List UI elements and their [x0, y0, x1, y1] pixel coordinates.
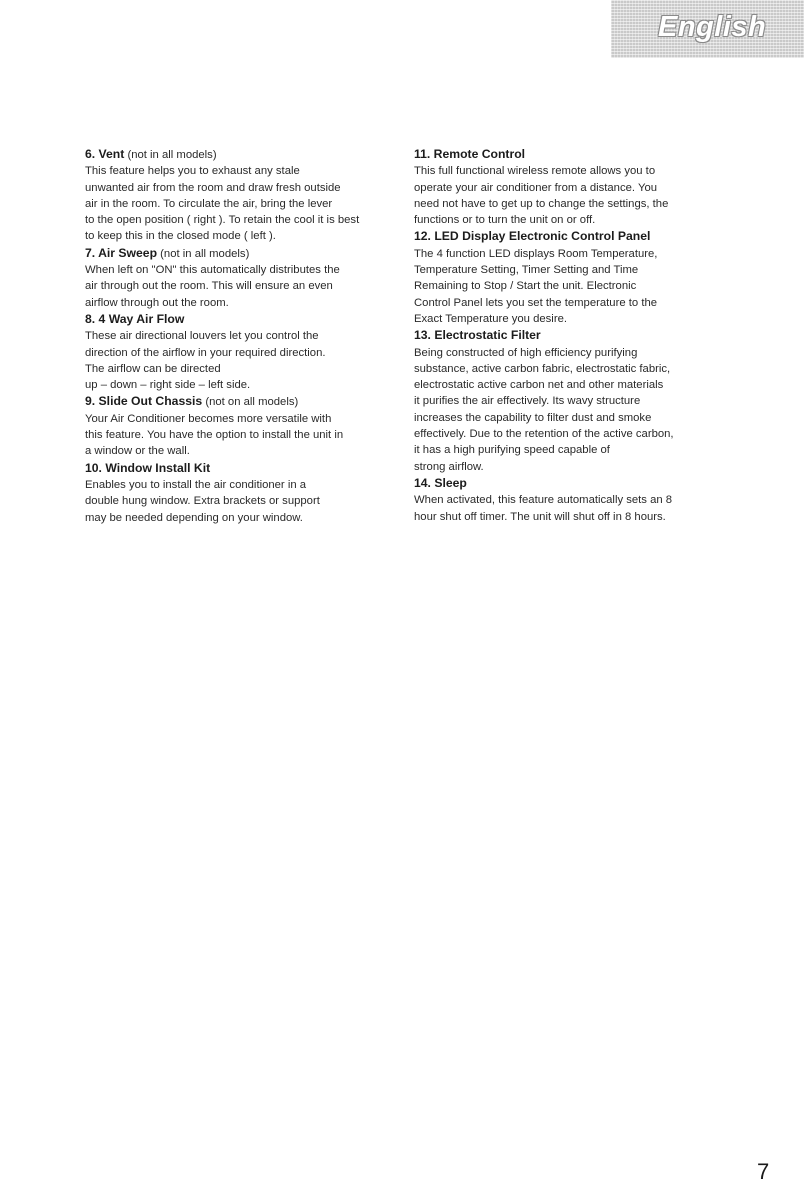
body-line: this feature. You have the option to install the unit in	[85, 429, 344, 442]
language-tab	[611, 0, 804, 58]
section-title: 11. Remote Control	[414, 147, 526, 161]
body-line: direction of the airflow in your required direction.	[85, 346, 326, 359]
section-remote-control	[414, 146, 714, 228]
body-line: strong airflow.	[414, 460, 484, 473]
section-title: 7. Air Sweep	[85, 245, 158, 260]
body-line: Your Air Conditioner becomes more versatile with	[85, 412, 332, 425]
body-line: effectively. Due to the retention of the active carbon,	[414, 428, 674, 441]
right-column	[414, 146, 714, 525]
section-heading	[414, 475, 714, 492]
section-heading	[85, 460, 405, 477]
body-line: This feature helps you to exhaust any stale	[85, 165, 300, 178]
body-line: airflow through out the room.	[85, 296, 229, 309]
section-heading	[85, 311, 405, 328]
section-4-way-air-flow	[85, 311, 405, 393]
section-sleep	[414, 475, 714, 525]
body-line: to the open position ( right ). To retain the cool it is best	[85, 214, 360, 227]
section-led-display	[414, 228, 714, 327]
body-line: Temperature Setting, Timer Setting and Time	[414, 264, 639, 277]
body-line: When activated, this feature automatically sets an 8	[414, 494, 673, 507]
section-heading	[85, 245, 405, 262]
body-line: to keep this in the closed mode ( left ).	[85, 230, 276, 243]
section-window-install-kit	[85, 460, 405, 526]
section-electrostatic-filter	[414, 327, 714, 475]
section-heading	[85, 393, 405, 410]
section-title: 8. 4 Way Air Flow	[85, 311, 185, 326]
body-line: Control Panel lets you set the temperature to the	[414, 296, 658, 309]
section-heading	[85, 146, 405, 163]
section-vent	[85, 146, 405, 245]
language-tab-label: English	[658, 11, 767, 43]
body-line: may be needed depending on your window.	[85, 511, 303, 524]
section-note: (not in all models)	[160, 247, 250, 260]
section-title: 10. Window Install Kit	[85, 460, 211, 475]
body-line: air in the room. To circulate the air, bring the lever	[85, 197, 333, 210]
body-line: air through out the room. This will ensure an even	[85, 280, 333, 293]
body-line: it has a high purifying speed capable of	[414, 444, 610, 457]
body-line: unwanted air from the room and draw fresh outside	[85, 181, 341, 194]
section-heading	[414, 146, 714, 163]
body-line: it purifies the air effectively. Its wavy structure	[414, 395, 641, 408]
body-line: These air directional louvers let you control the	[85, 330, 319, 343]
section-heading	[414, 228, 714, 245]
body-line: Enables you to install the air conditioner in a	[85, 478, 307, 491]
body-line: need not have to get up to change the settings, the	[414, 197, 669, 210]
section-title: 12. LED Display Electronic Control Panel	[414, 229, 651, 244]
body-line: double hung window. Extra brackets or support	[85, 495, 320, 508]
body-line: When left on "ON" this automatically distributes the	[85, 264, 340, 277]
section-note: (not on all models)	[205, 396, 299, 409]
body-line: hour shut off timer. The unit will shut off in 8 hours.	[414, 510, 666, 523]
body-line: up – down – right side – left side.	[85, 379, 251, 392]
body-line: electrostatic active carbon net and other materials	[414, 379, 664, 392]
section-note: (not in all models)	[127, 149, 217, 161]
page-number: 7	[757, 1159, 770, 1184]
body-line: functions or to turn the unit on or off.	[414, 214, 596, 227]
body-line: Exact Temperature you desire.	[414, 312, 568, 325]
section-heading	[414, 327, 714, 344]
left-column	[85, 146, 405, 526]
section-air-sweep	[85, 245, 405, 311]
body-line: substance, active carbon fabric, electrostatic fabric,	[414, 362, 671, 375]
section-title: 14. Sleep	[414, 475, 467, 490]
body-line: The airflow can be directed	[85, 362, 221, 375]
body-line: increases the capability to filter dust and smoke	[414, 411, 652, 424]
section-title: 13. Electrostatic Filter	[414, 328, 541, 343]
body-line: The 4 function LED displays Room Temperature,	[414, 247, 658, 260]
section-title: 6. Vent	[85, 147, 125, 161]
body-line: Remaining to Stop / Start the unit. Electronic	[414, 280, 637, 293]
section-slide-out-chassis	[85, 393, 405, 459]
body-line: a window or the wall.	[85, 445, 190, 458]
body-line: operate your air conditioner from a distance. You	[414, 181, 658, 194]
section-title: 9. Slide Out Chassis	[85, 394, 203, 409]
body-line: This full functional wireless remote allows you to	[414, 165, 656, 178]
body-line: Being constructed of high efficiency purifying	[414, 346, 638, 359]
